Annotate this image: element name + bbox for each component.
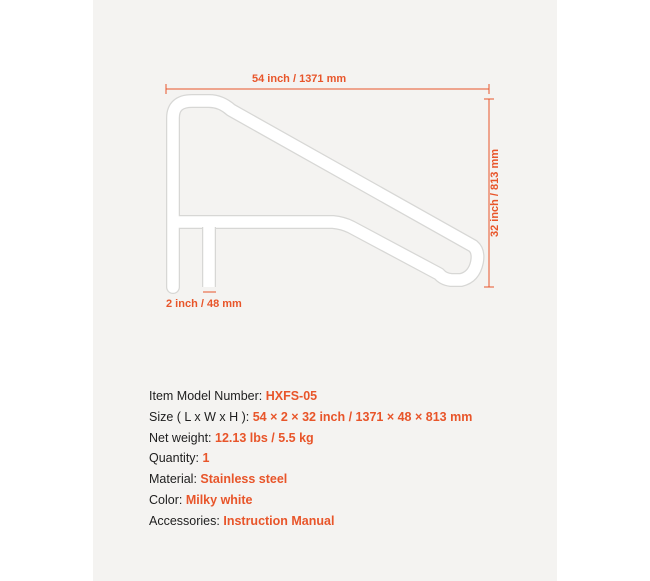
spec-label: Item Model Number:: [149, 389, 266, 403]
spec-value: Instruction Manual: [223, 513, 335, 528]
spec-label: Net weight:: [149, 430, 216, 445]
spec-row-model: [149, 386, 472, 407]
spec-value: Stainless steel: [200, 472, 288, 487]
spec-value: 54 × 2 × 32 inch / 1371 × 48 × 813 mm: [252, 409, 473, 424]
spec-label: Quantity:: [149, 451, 203, 466]
spec-row-accessories: [149, 511, 472, 532]
spec-row-weight: [149, 428, 472, 449]
handrail-diagram: [93, 0, 557, 330]
spec-list: [149, 386, 472, 532]
spec-row-material: [149, 469, 472, 490]
tube-diameter-label: 2 inch / 48 mm: [166, 298, 242, 310]
spec-label: Color:: [149, 492, 186, 507]
spec-value: 1: [202, 451, 210, 466]
product-spec-card: [93, 0, 557, 581]
spec-row-color: [149, 490, 472, 511]
spec-row-size: [149, 407, 472, 428]
spec-row-quantity: [149, 448, 472, 469]
spec-value: Milky white: [185, 492, 253, 507]
spec-value: HXFS-05: [265, 389, 318, 403]
handrail-shape: [173, 101, 478, 287]
length-label: 54 inch / 1371 mm: [252, 73, 347, 85]
height-label: 32 inch / 813 mm: [489, 148, 501, 238]
length-dimension-line: [166, 84, 489, 94]
spec-label: Size ( L x W x H ):: [149, 409, 253, 424]
spec-value: 12.13 lbs / 5.5 kg: [215, 430, 314, 445]
spec-label: Material:: [149, 472, 201, 487]
spec-label: Accessories:: [149, 513, 224, 528]
